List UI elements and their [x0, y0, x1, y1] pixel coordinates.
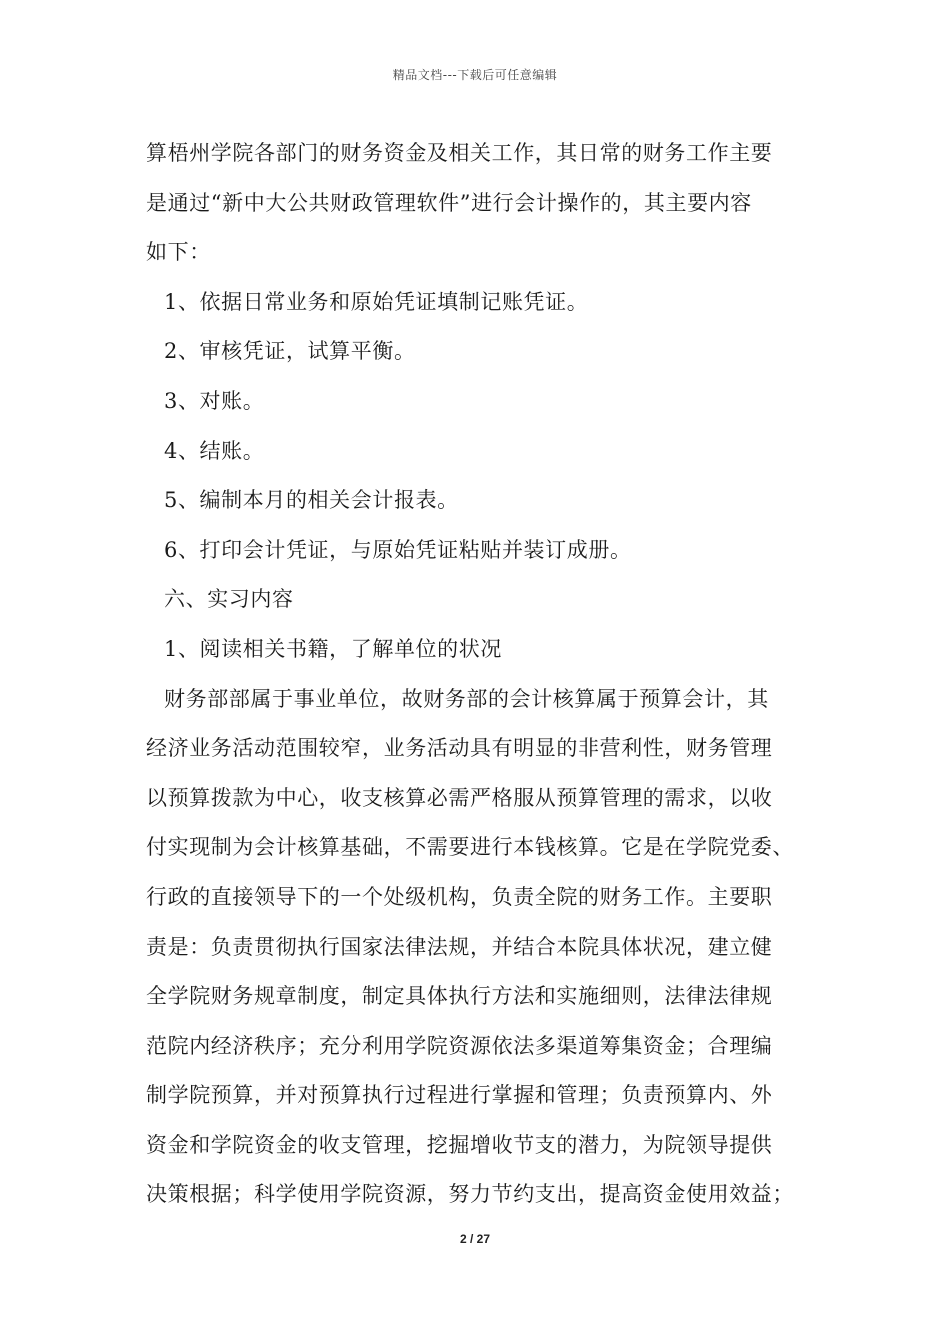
paragraph-line: 经济业务活动范围较窄，业务活动具有明显的非营利性，财务管理 — [146, 736, 773, 761]
section-heading: 六、实习内容 — [164, 587, 294, 612]
paragraph-line: 算梧州学院各部门的财务资金及相关工作，其日常的财务工作主要 — [146, 141, 773, 165]
list-item: 6、打印会计凭证，与原始凭证粘贴并装订成册。 — [164, 537, 632, 562]
paragraph-line: 是通过“新中大公共财政管理软件”进行会计操作的，其主要内容 — [146, 190, 752, 215]
page-number: 2 / 27 — [459, 1232, 491, 1246]
list-item: 1、依据日常业务和原始凭证填制记账凭证。 — [164, 289, 589, 314]
paragraph-line: 制学院预算，并对预算执行过程进行掌握和管理；负责预算内、外 — [146, 1083, 773, 1108]
document-body — [146, 129, 806, 1220]
paragraph-line: 付实现制为会计核算基础，不需要进行本钱核算。它是在学院党委、 — [146, 835, 794, 860]
paragraph-line: 全学院财务规章制度，制定具体执行方法和实施细则，法律法律规 — [146, 984, 773, 1009]
list-item: 4、结账。 — [164, 438, 265, 463]
list-item: 5、编制本月的相关会计报表。 — [164, 488, 459, 513]
paragraph-line: 责是：负责贯彻执行国家法律法规，并结合本院具体状况，建立健 — [146, 934, 773, 959]
paragraph-line: 如下： — [146, 240, 211, 265]
paragraph-line: 财务部部属于事业单位，故财务部的会计核算属于预算会计，其 — [164, 686, 769, 711]
paragraph-line: 范院内经济秩序；充分利用学院资源依法多渠道筹集资金；合理编 — [146, 1033, 773, 1058]
list-item: 2、审核凭证，试算平衡。 — [164, 339, 416, 364]
page-header: 精品文档---下载后可任意编辑 — [392, 68, 558, 82]
list-item: 3、对账。 — [164, 388, 265, 413]
subsection-heading: 1、阅读相关书籍，了解单位的状况 — [164, 636, 502, 661]
paragraph-line: 行政的直接领导下的一个处级机构，负责全院的财务工作。主要职 — [146, 884, 773, 909]
paragraph-line: 资金和学院资金的收支管理，挖掘增收节支的潜力，为院领导提供 — [146, 1132, 773, 1157]
paragraph-line: 以预算拨款为中心，收支核算必需严格服从预算管理的需求，以收 — [146, 785, 773, 810]
paragraph-line: 决策根据；科学使用学院资源，努力节约支出，提高资金使用效益； — [146, 1182, 794, 1207]
